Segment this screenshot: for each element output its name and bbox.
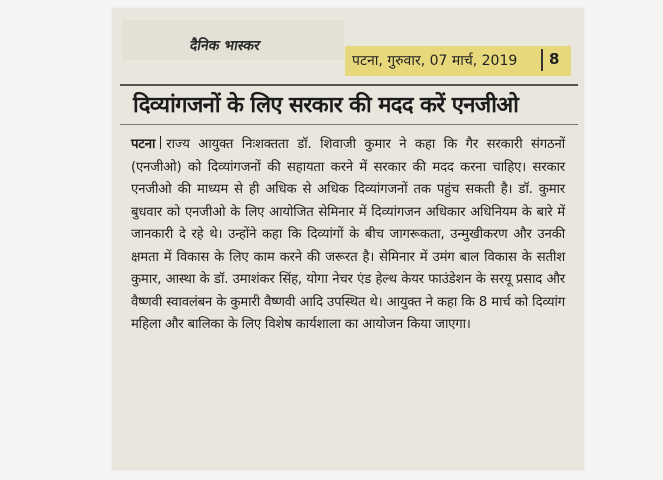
article-text: राज्य आयुक्त निःशक्तता डॉ. शिवाजी कुमार ने कहा कि गैर सरकारी संगठनों (एनजीओ) को दिव्यांगजनों की सहायता करने में सरकार की मदद करना चाहिए। सरकार एनजीओ की माध्यम से ही अधिक से अधिक दिव्यांगजनों तक पहुंच सकती है। डॉ. कुमार बुधवार को एनजीओ के लिए आयोजित सेमिनार में दिव्यांगजन अधिकार अधिनियम के बारे में जानकारी दे रहे थे। उन्होंने कहा कि दिव्यांगों के बीच जागरूकता, उन्मुखीकरण और उनकी क्षमता में विकास के लिए काम करने की जरूरत है। सेमिनार में उमंग बाल विकास के सतीश कुमार, आस्था के डॉ. उमाशंकर सिंह, योगा नेचर एंड हेल्थ केयर फाउंडेशन के सरयू प्रसाद और वैष्णवी स्वावलंबन के कुमारी वैष्णवी आदि उपस्थित थे। आयुक्त ने कहा कि 8 मार्च को दिव्यांग महिला और बालिका के लिए विशेष कार्यशाला का आयोजन किया जाएगा। [131, 137, 565, 332]
article-body [131, 134, 565, 337]
headline-bottom-rule [120, 124, 578, 125]
newspaper-masthead: दैनिक भास्कर [188, 38, 262, 54]
page-number-separator [541, 49, 543, 71]
city-separator [160, 136, 161, 149]
headline-top-rule [120, 84, 578, 86]
dateline: पटना, गुरुवार, 07 मार्च, 2019 [352, 53, 518, 69]
article-headline: दिव्यांगजनों के लिए सरकार की मदद करें एनजीओ [133, 93, 519, 118]
article-city: पटना [131, 137, 156, 152]
page-number: 8 [549, 50, 560, 68]
